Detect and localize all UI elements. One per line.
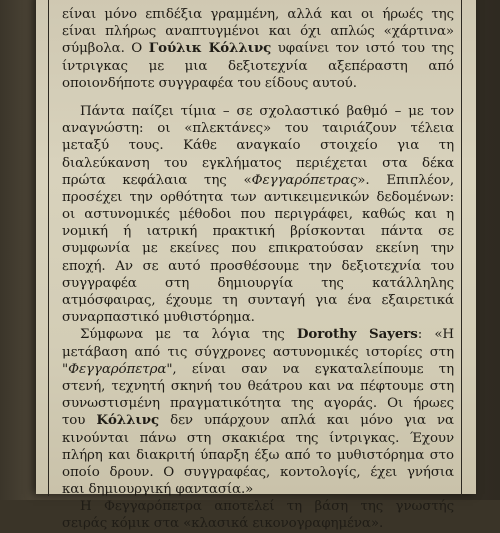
text-line: πρώτα κεφάλαια της «Φεγγαρόπετρας». Επιπλέον, (62, 172, 455, 188)
text-line: "Φεγγαρόπετρα", είναι σαν να εγκαταλείπουμε τη (62, 361, 454, 377)
book-title: Φεγγαρόπετρας (251, 172, 358, 188)
text-line: οποίο δρουν. Ο συγγραφέας, κοντολογίς, έχει γνήσια (62, 464, 454, 480)
text-line: οι αστυνομικές μέθοδοι που περιγράφει, καθώς και η (62, 207, 454, 223)
text-line: μεταξύ τους. Κάθε αναγκαίο στοιχείο για τη (62, 138, 454, 154)
paragraph-4 (62, 498, 454, 532)
book-back-cover (36, 0, 476, 532)
text-line: του Κόλλινς δεν υπάρχουν απλά και μόνο για να (62, 412, 454, 429)
text-line: πλήρη και διακριτή ύπαρξη έξω από το μυθιστόρημα στο (62, 447, 454, 463)
text-line: είναι πλήρως αναπτυγμένοι και όχι απλώς «χάρτινα» (62, 24, 454, 40)
text-line: ίντριγκας με μια δεξιοτεχνία αξεπέραστη από (62, 58, 454, 74)
text-line: προσέχει την ορθότητα των αντικειμενικών δεδομένων: (62, 189, 454, 205)
text-line: σειράς κόμικ στα «κλασικά εικονογραφημένα». (62, 516, 384, 532)
text-line: νομική ή ιατρική πρακτική βρίσκονται πάντα σε (62, 224, 454, 240)
paragraph-3 (62, 326, 454, 498)
text-line: ατμόσφαιρας, έχουμε τη συνταγή για ένα εξαιρετικά (62, 293, 454, 308)
book-title: Φεγγαρόπετρα (68, 361, 167, 377)
text-line: Πάντα παίζει τίμια – σε σχολαστικό βαθμό – με τον (80, 103, 454, 119)
text-line: Η Φεγγαρόπετρα αποτελεί τη βάση της γνωστής (80, 499, 454, 515)
text-line: συνωστισμένη πραγματικότητα της αγοράς. Οι ήρωες (62, 396, 454, 412)
text-line: συγγραφέα στη δημιουργία της κατάλληλης (62, 275, 454, 291)
author-name: Γούλικ Κόλλινς (148, 40, 272, 57)
text-line: μετάβαση από τις σύγχρονες αστυνομικές ιστορίες στη (62, 344, 454, 360)
text-line: είναι μόνο επιδέξια γραμμένη, αλλά και οι ήρωές της (62, 7, 454, 22)
author-name: Κόλλινς (96, 412, 159, 429)
text-line: σύμβολα. Ο Γούλικ Κόλλινς υφαίνει τον ιστό του της (62, 40, 455, 57)
text-line: αναγνώστη: οι «πλεκτάνες» του ταιριάζουν τέλεια (62, 121, 454, 137)
text-line: συναρπαστικό μυθιστόρημα. (62, 310, 255, 326)
text-line: στενή, τεχνητή σκηνή του θεάτρου και να πέφτουμε στη (62, 378, 454, 394)
paragraph-2 (62, 103, 454, 326)
text-line: κινούνται πάνω στη σκακιέρα της ίντριγκας. Έχουν (62, 430, 454, 446)
text-line: εποχή. Αν σε αυτό προσθέσουμε την δεξιοτεχνία του (62, 258, 454, 274)
text-line: οποιονδήποτε συγγραφέα του είδους αυτού. (62, 75, 357, 91)
paragraph-1 (62, 6, 454, 92)
text-line: Σύμφωνα με τα λόγια της Dorothy Sayers: «Η (80, 326, 454, 343)
text-line: διαλεύκανση του εγκλήματος περιέχεται στα δέκα (62, 155, 454, 171)
text-line: συμφωνία με εκείνες που επικρατούσαν εκείνη την (62, 241, 454, 257)
text-line: και δημιουργική φαντασία.» (62, 482, 254, 498)
cover-text (62, 0, 454, 533)
quoted-author-name: Dorothy Sayers (296, 326, 418, 343)
